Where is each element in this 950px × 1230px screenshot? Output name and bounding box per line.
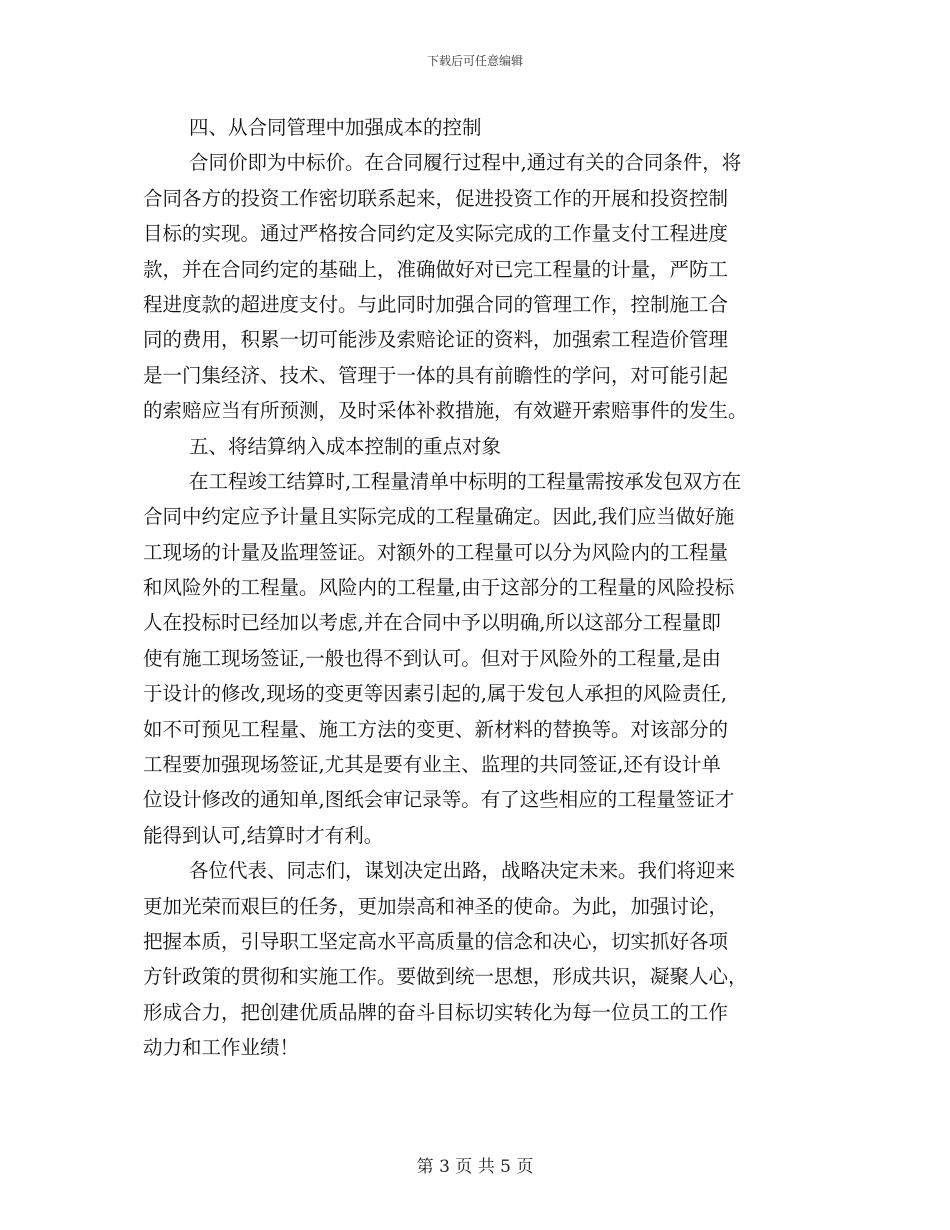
text-line: 动力和工作业绩！	[143, 1036, 300, 1060]
text-line: 四、从合同管理中加强成本的控制	[189, 116, 482, 139]
text-line: 合同各方的投资工作密切联系起来，促进投资工作的开展和投资控制	[143, 186, 729, 210]
text-line: 在工程竣工结算时,工程量清单中标明的工程量需按承发包双方在	[189, 469, 742, 493]
text-line: 能得到认可,结算时才有利。	[143, 823, 384, 847]
text-line: 位设计修改的通知单,图纸会审记录等。有了这些相应的工程量签证才	[143, 788, 735, 812]
text-line: 目标的实现。通过严格按合同约定及实际完成的工作量支付工程进度	[143, 222, 729, 246]
text-line: 工程要加强现场签证,尤其是要有业主、监理的共同签证,还有设计单	[143, 753, 721, 777]
text-line: 形成合力，把创建优质品牌的奋斗目标切实转化为每一位员工的工作	[143, 1000, 729, 1024]
text-line: 和风险外的工程量。风险内的工程量,由于这部分的工程量的风险投标	[143, 576, 735, 600]
document-body	[143, 110, 813, 1066]
text-line: 合同中约定应予计量且实际完成的工程量确定。因此,我们应当做好施	[143, 505, 735, 529]
text-line: 合同价即为中标价。在合同履行过程中,通过有关的合同条件，将	[189, 151, 742, 175]
text-line: 各位代表、同志们，谋划决定出路，战略决定未来。我们将迎来	[189, 859, 736, 883]
text-line: 使有施工现场签证,一般也得不到认可。但对于风险外的工程量,是由	[143, 646, 721, 670]
text-line: 如不可预见工程量、施工方法的变更、新材料的替换等。对该部分的	[143, 717, 729, 741]
text-line: 于设计的修改,现场的变更等因素引起的,属于发包人承担的风险责任,	[143, 682, 728, 706]
text-line: 工现场的计量及监理签证。对额外的工程量可以分为风险内的工程量	[143, 540, 729, 564]
text-line: 人在投标时已经加以考虑,并在合同中予以明确,所以这部分工程量即	[143, 611, 721, 635]
text-line: 同的费用，积累一切可能涉及索赔论证的资料，加强索工程造价管理	[143, 328, 729, 352]
page-number-footer: 第 3 页 共 5 页	[416, 1157, 534, 1177]
text-line: 把握本质，引导职工坚定高水平高质量的信念和决心，切实抓好各项	[143, 929, 729, 953]
text-line: 更加光荣而艰巨的任务，更加崇高和神圣的使命。为此，加强讨论，	[143, 894, 729, 918]
text-line: 是一门集经济、技术、管理于一体的具有前瞻性的学问，对可能引起	[143, 363, 729, 387]
text-line: 程进度款的超进度支付。与此同时加强合同的管理工作，控制施工合	[143, 292, 729, 316]
text-line: 的索赔应当有所预测，及时采体补救措施，有效避开索赔事件的发生。	[143, 399, 748, 423]
page-header: 下载后可任意编辑	[426, 54, 523, 68]
text-line: 方针政策的贯彻和实施工作。要做到统一思想，形成共识，凝聚人心，	[143, 965, 748, 989]
text-line: 款，并在合同约定的基础上，准确做好对已完工程量的计量，严防工	[143, 257, 729, 281]
text-line: 五、将结算纳入成本控制的重点对象	[189, 434, 502, 458]
